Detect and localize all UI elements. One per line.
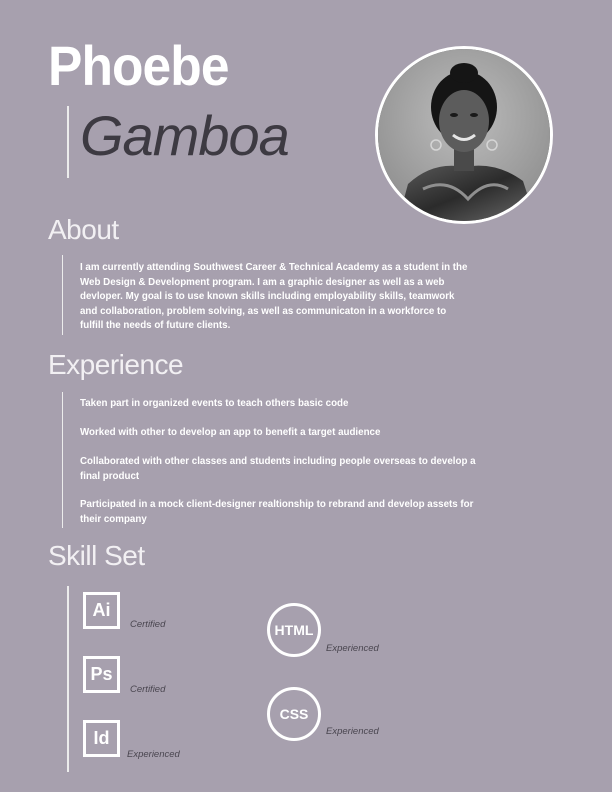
experience-item: Participated in a mock client-designer realtionship to rebrand and develop assets for their company: [80, 498, 474, 525]
last-name: Gamboa: [80, 104, 289, 167]
profile-photo: [375, 46, 553, 224]
name-divider: [67, 106, 69, 178]
about-divider: [62, 255, 63, 335]
photoshop-icon: Ps: [83, 656, 120, 693]
photoshop-level: Certified: [130, 684, 166, 695]
experience-item: Taken part in organized events to teach others basic code: [80, 397, 349, 409]
experience-divider: [62, 392, 63, 528]
portrait-image: [378, 49, 550, 221]
about-paragraph: I am currently attending Southwest Career & Technical Academy as a student in the Web Design & Development program. I am a graphic designer as well as a web devloper. My goal is to use known skills including employability skills, teamwork and collaboration, problem solving, as well as communicaton in a workforce to fulfill the needs of future clients.: [80, 261, 468, 331]
css-level: Experienced: [326, 726, 379, 737]
skills-divider: [67, 586, 69, 772]
skills-heading: Skill Set: [48, 540, 145, 571]
experience-item: Collaborated with other classes and students including people overseas to develop a final product: [80, 455, 476, 482]
css-icon: CSS: [267, 687, 321, 741]
indesign-level: Experienced: [127, 749, 180, 760]
illustrator-level: Certified: [130, 619, 166, 630]
illustrator-icon: Ai: [83, 592, 120, 629]
about-heading: About: [48, 214, 119, 245]
first-name: Phoebe: [48, 34, 229, 97]
experience-item: Worked with other to develop an app to benefit a target audience: [80, 426, 381, 438]
html-icon: HTML: [267, 603, 321, 657]
experience-heading: Experience: [48, 349, 184, 380]
indesign-icon: Id: [83, 720, 120, 757]
html-level: Experienced: [326, 643, 379, 654]
